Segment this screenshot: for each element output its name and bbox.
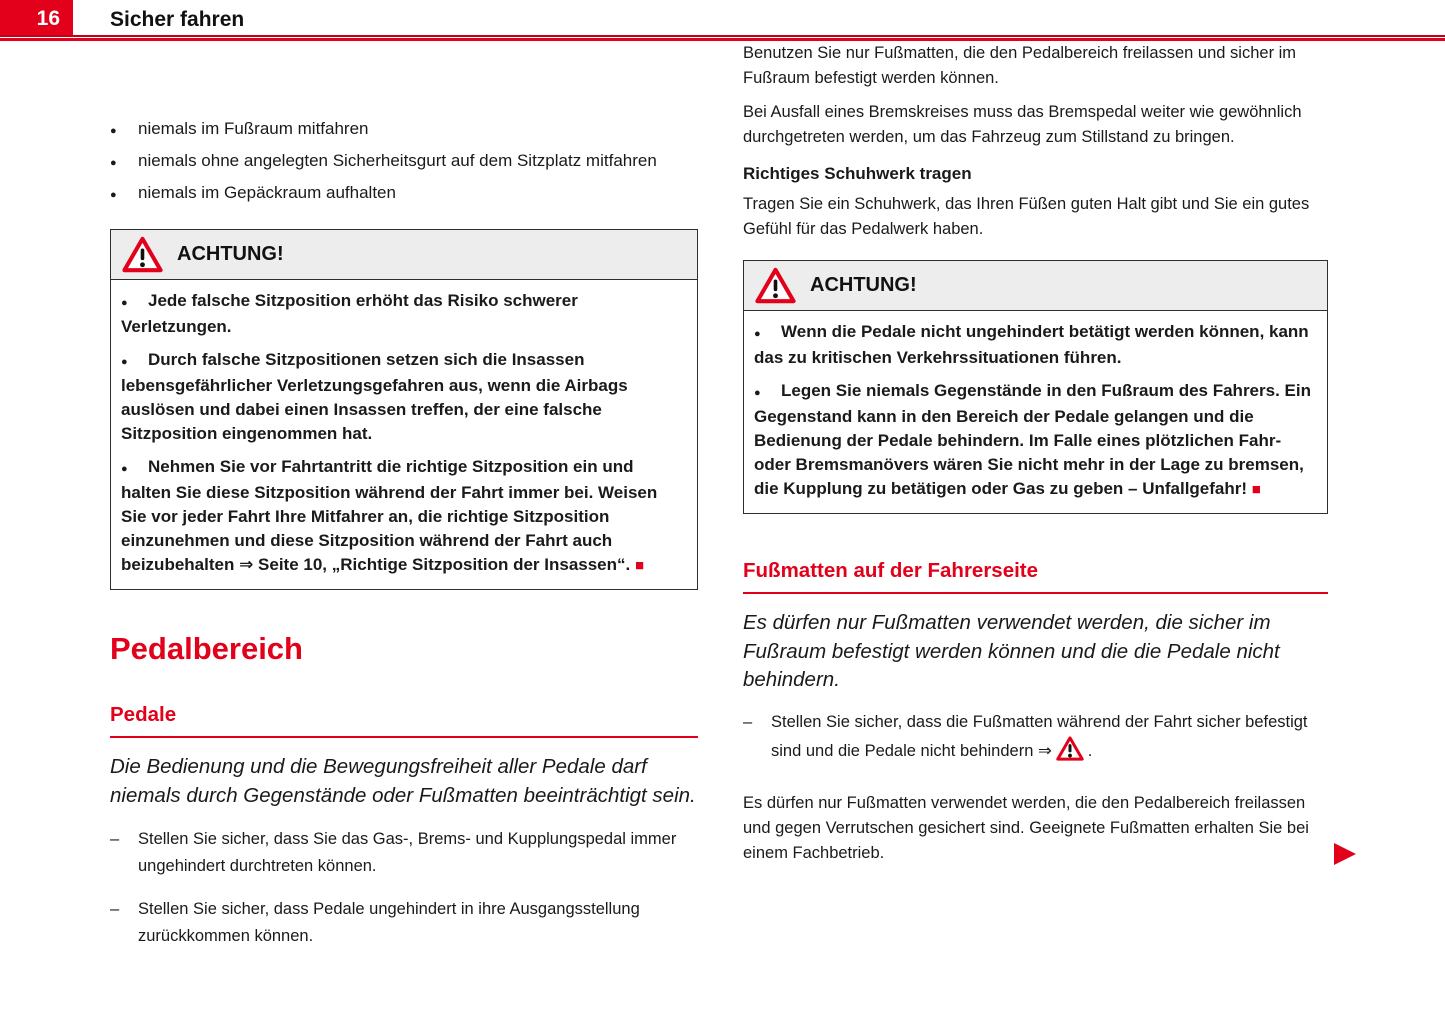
warning-box: [110, 229, 698, 590]
bullet-marker: ●: [110, 125, 117, 137]
right-column: [743, 41, 1328, 866]
page-number: 16: [36, 7, 60, 30]
section-heading-pedalbereich: Pedalbereich: [110, 631, 303, 666]
dash-marker: –: [110, 830, 120, 848]
warning-box-header: [744, 261, 1327, 311]
lead-paragraph: Es dürfen nur Fußmatten verwendet werden, die sicher im Fußraum befestigt werden können und die die Pedale nicht behindern.: [743, 611, 1280, 691]
subsection-heading-fussmatten: Fußmatten auf der Fahrerseite: [743, 559, 1328, 594]
dash-list-item: [743, 709, 1328, 765]
bullet-list: [110, 114, 698, 210]
bullet-text: niemals im Fußraum mitfahren: [138, 119, 369, 138]
chapter-title: Sicher fahren: [110, 8, 245, 31]
warning-box-body: [111, 280, 697, 589]
warning-title: ACHTUNG!: [177, 243, 284, 265]
closing-paragraph-wrap: [743, 791, 1328, 866]
bullet-text: niemals ohne angelegten Sicherheitsgurt auf dem Sitzplatz mitfahren: [138, 151, 657, 170]
dash-text: Stellen Sie sicher, dass Sie das Gas-, Brems- und Kupplungspedal immer ungehindert durchtreten können.: [138, 830, 677, 875]
paragraph: Benutzen Sie nur Fußmatten, die den Pedalbereich freilassen und sicher im Fußraum befestigt werden können.: [743, 44, 1297, 87]
inline-warning-triangle-icon: [1056, 736, 1084, 761]
dash-list-item: [110, 896, 698, 950]
paragraph: Tragen Sie ein Schuhwerk, das Ihren Füßen guten Halt gibt und Sie ein gutes Gefühl für das Pedalwerk haben.: [743, 195, 1310, 238]
warning-item: ● Nehmen Sie vor Fahrtantritt die richtige Sitzposition ein und halten Sie diese Sitzposition während der Fahrt immer bei. Weisen Sie vor jeder Fahrt Ihre Mitfahrer an, die richtige Sitzposition einzunehmen und diese Sitzposition während der Fahrt auch beizubehalten ⇒ Seite 10, „Richtige Sitzposition der Insassen“. ■: [121, 457, 658, 574]
bullet-marker: ●: [754, 328, 761, 340]
bullet-item: [110, 178, 698, 210]
bullet-text: niemals im Gepäckraum aufhalten: [138, 183, 396, 202]
warning-item: ● Durch falsche Sitzpositionen setzen sich die Insassen lebensgefährlicher Verletzungsgefahren aus, wenn die Airbags auslösen und dabei einen Insassen treffen, der eine falsche Sitzposition eingenommen hat.: [121, 350, 628, 443]
warning-title: ACHTUNG!: [810, 274, 917, 296]
warning-item: ● Wenn die Pedale nicht ungehindert betätigt werden können, kann das zu kritischen Verkehrssituationen führen.: [754, 322, 1309, 367]
dash-text: Stellen Sie sicher, dass die Fußmatten während der Fahrt sicher befestigt sind und die Pedale nicht behindern ⇒ .: [771, 712, 1308, 760]
warning-item: ● Jede falsche Sitzposition erhöht das Risiko schwerer Verletzungen.: [121, 291, 578, 336]
bullet-marker: ●: [110, 189, 117, 201]
subsection-heading-pedale: Pedale: [110, 703, 698, 738]
warning-box-header: [111, 230, 697, 280]
warning-box: [743, 260, 1328, 514]
bullet-item: [110, 114, 698, 146]
bullet-item: [110, 146, 698, 178]
bullet-marker: ●: [121, 297, 128, 309]
paragraph: Bei Ausfall eines Bremskreises muss das Bremspedal weiter wie gewöhnlich durchgetreten werden, um das Fahrzeug zum Stillstand zu bringen.: [743, 103, 1302, 146]
warning-triangle-icon: [755, 267, 796, 304]
warning-triangle-icon: [122, 236, 163, 273]
dash-text: Stellen Sie sicher, dass Pedale ungehindert in ihre Ausgangsstellung zurückkommen können.: [138, 900, 640, 945]
header-rule: [0, 35, 1445, 41]
end-of-section-marker: ■: [1251, 481, 1261, 498]
end-of-section-marker: ■: [634, 557, 645, 574]
dash-list-item: [110, 826, 698, 880]
bullet-marker: ●: [754, 387, 761, 399]
subheading-schuhwerk: Richtiges Schuhwerk tragen: [743, 164, 972, 183]
bullet-marker: ●: [121, 356, 128, 368]
paragraph: Es dürfen nur Fußmatten verwendet werden, die den Pedalbereich freilassen und gegen Verrutschen gesichert sind. Geeignete Fußmatten erhalten Sie bei einem Fachbetrieb.: [743, 793, 1309, 862]
warning-box-body: [744, 311, 1327, 513]
page-number-box: [0, 0, 73, 35]
lead-paragraph: Die Bedienung und die Bewegungsfreiheit aller Pedale darf niemals durch Gegenstände oder Fußmatten beeinträchtigt sein.: [110, 755, 696, 807]
dash-marker: –: [110, 900, 120, 918]
dash-marker: –: [743, 712, 753, 731]
bullet-marker: ●: [121, 463, 128, 475]
left-column: [110, 41, 698, 950]
continuation-arrow-icon: [1334, 843, 1356, 865]
bullet-marker: ●: [110, 157, 117, 169]
warning-item: ● Legen Sie niemals Gegenstände in den Fußraum des Fahrers. Ein Gegenstand kann in den Bereich der Pedale gelangen und die Bedienung der Pedale behindern. Im Falle eines plötzlichen Fahr- oder Bremsmanövers wären Sie nicht mehr in der Lage zu bremsen, die Kupplung zu betätigen oder Gas zu geben – Unfallgefahr! ■: [754, 381, 1311, 498]
